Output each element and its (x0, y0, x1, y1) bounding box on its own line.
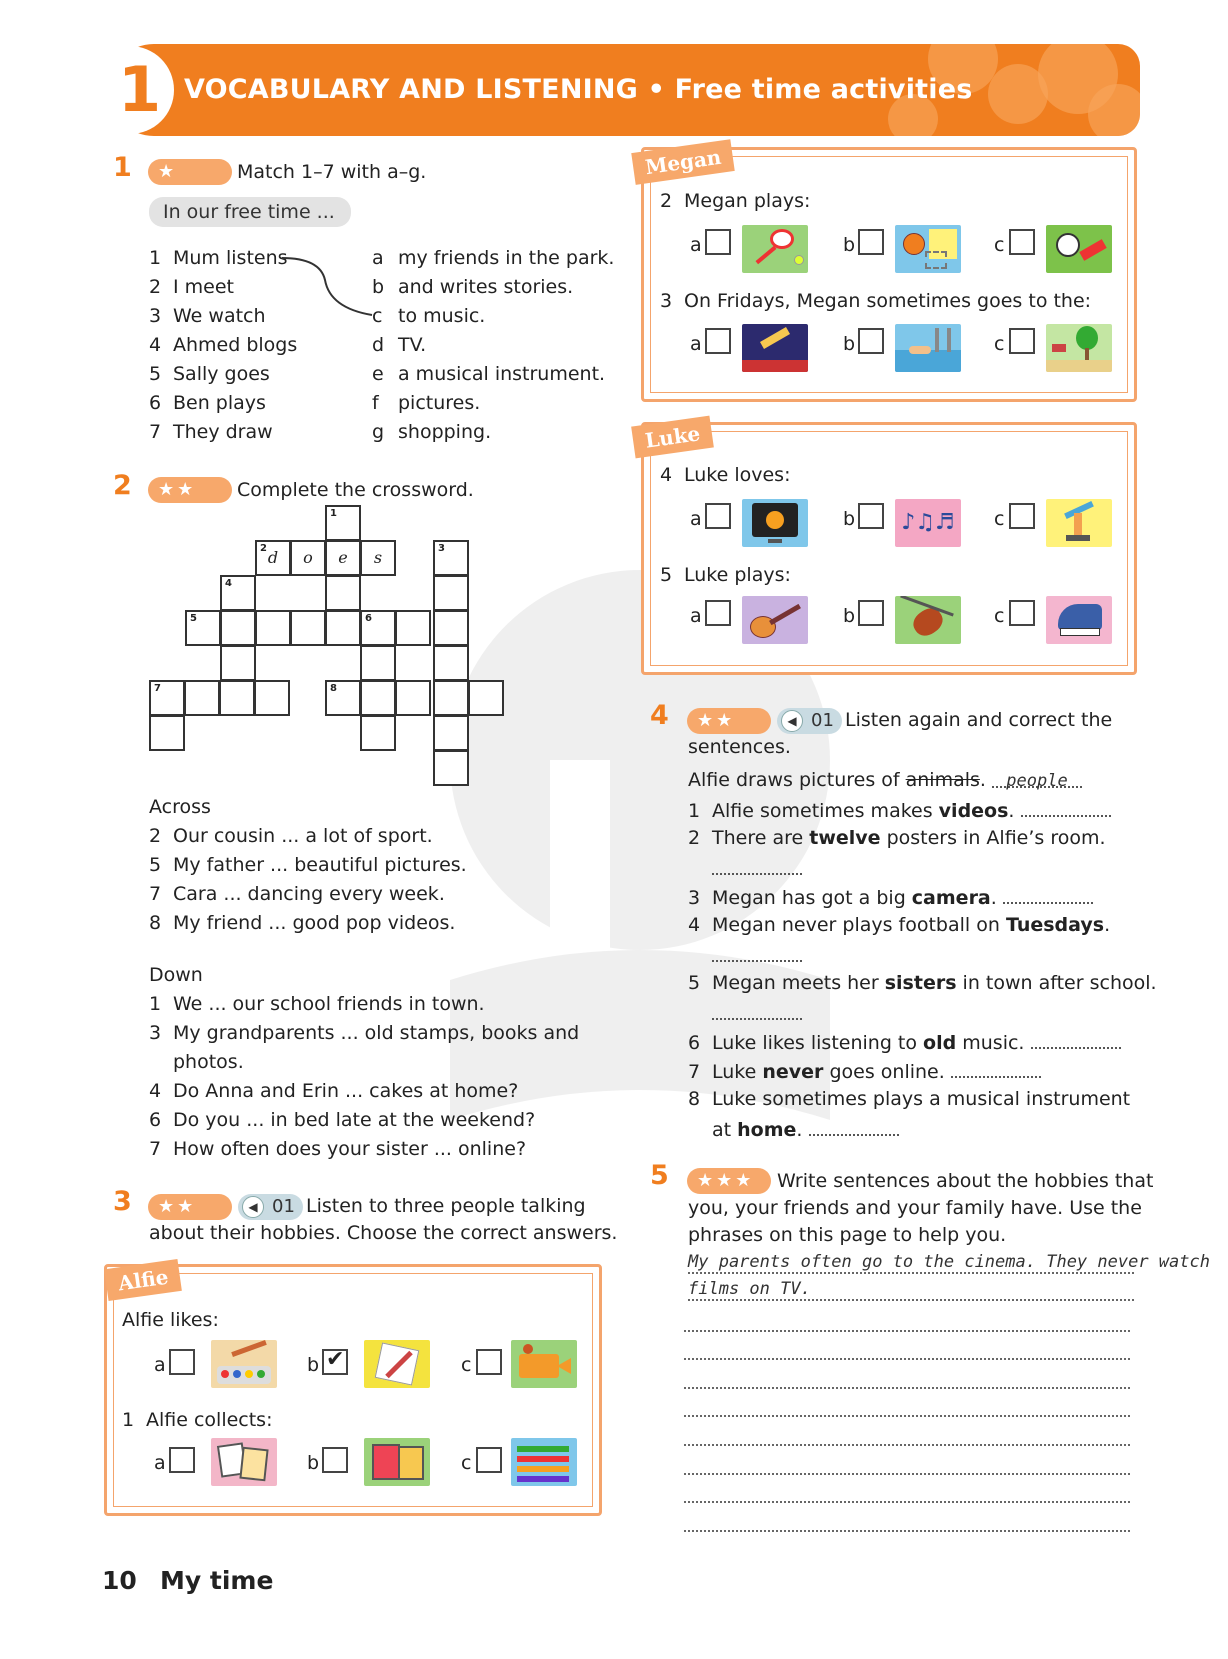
exercise-4-example: Alfie draws pictures of animals. people (688, 768, 1082, 792)
exercise-4-number: 4 (650, 700, 669, 731)
checkbox-luke-loves-a[interactable] (705, 503, 731, 529)
photos-icon (211, 1438, 277, 1486)
crossword-cell (395, 610, 431, 646)
megan-question-plays: 2 Megan plays: (660, 190, 811, 212)
answer-blank[interactable] (951, 1058, 1041, 1078)
basketball-icon (895, 225, 961, 273)
crossword-cell (360, 680, 396, 716)
alfie-question-likes: Alfie likes: (122, 1309, 219, 1331)
crossword-cell (255, 610, 291, 646)
writing-line[interactable] (684, 1444, 1130, 1446)
luke-name-tag: Luke (631, 416, 714, 459)
crossword-grid[interactable] (149, 505, 509, 791)
clues-down: Down 1 We ... our school friends in town. 3 My grandparents ... old stamps, books and photos. 4 Do Anna and Erin ... cakes at home? 6 Do you ... in bed late at the weekend? 7 How often does your sister ... online? (149, 964, 580, 1160)
exercise-4-instruction-cont: sentences. (688, 736, 791, 758)
writing-line[interactable] (684, 1330, 1130, 1332)
match-example-line (280, 250, 390, 320)
exercise-5-instruction-cont: phrases on this page to help you. (688, 1224, 1007, 1246)
option-letter: a (690, 333, 702, 355)
clues-across: Across 2 Our cousin ... a lot of sport. 5 My father ... beautiful pictures. 7 Cara ... dancing every week. 8 My friend ... good pop videos. (149, 796, 467, 934)
crossword-cell (360, 645, 396, 681)
crossword-cell (254, 680, 290, 716)
crossword-cell: 3 (433, 540, 469, 576)
option-letter: a (154, 1354, 166, 1376)
guitar-icon (742, 596, 808, 644)
difficulty-stars: ★ (148, 159, 232, 185)
crossword-cell (360, 715, 396, 751)
crossword-cell: 6 (360, 610, 396, 646)
writing-line[interactable] (684, 1530, 1130, 1532)
crossword-cell (433, 575, 469, 611)
option-letter: c (994, 508, 1005, 530)
difficulty-stars: ★★ (687, 708, 771, 734)
checkbox-alfie-likes-b[interactable] (322, 1349, 348, 1375)
option-letter: c (994, 234, 1005, 256)
luke-question-loves: 4 Luke loves: (660, 464, 791, 486)
pens-icon (511, 1438, 577, 1486)
checkbox-alfie-likes-a[interactable] (169, 1349, 195, 1375)
crossword-cell (220, 610, 256, 646)
exercise-5-number: 5 (650, 1160, 669, 1191)
footer-title: My time (160, 1566, 274, 1595)
option-letter: c (461, 1452, 472, 1474)
audio-track-button[interactable]: ◀ 01 (238, 1194, 303, 1220)
tennis-racket-icon (742, 225, 808, 273)
television-icon (742, 499, 808, 547)
answer-blank[interactable] (712, 855, 802, 875)
checkbox-luke-plays-b[interactable] (858, 600, 884, 626)
checkbox-megan-goes-a[interactable] (705, 328, 731, 354)
exercise-2-instruction: Complete the crossword. (237, 479, 474, 501)
unit-number: 1 (118, 53, 162, 126)
option-letter: a (690, 234, 702, 256)
checkbox-megan-goes-c[interactable] (1009, 328, 1035, 354)
alfie-name-tag: Alfie (104, 1259, 182, 1301)
writing-line[interactable] (684, 1387, 1130, 1389)
megan-question-goes: 3 On Fridays, Megan sometimes goes to the: (660, 290, 1092, 312)
exercise-5-example-line-2: films on TV. (688, 1279, 1134, 1301)
checkbox-alfie-collects-b[interactable] (322, 1447, 348, 1473)
football-icon (1046, 225, 1112, 273)
luke-question-plays: 5 Luke plays: (660, 564, 791, 586)
exercise-3-instruction-cont: about their hobbies. Choose the correct answers. (149, 1222, 618, 1244)
crossword-cell (433, 715, 469, 751)
crossword-cell: e (325, 540, 361, 576)
drawing-icon (364, 1340, 430, 1388)
checkbox-alfie-likes-c[interactable] (476, 1349, 502, 1375)
crossword-cell (290, 610, 326, 646)
checkbox-luke-plays-a[interactable] (705, 600, 731, 626)
music-notes-icon: ♪♫♬ (895, 499, 961, 547)
crossword-cell: 4 (220, 575, 256, 611)
violin-icon (895, 596, 961, 644)
difficulty-stars: ★★★ (687, 1168, 771, 1194)
option-letter: b (307, 1354, 320, 1376)
checkbox-luke-plays-c[interactable] (1009, 600, 1035, 626)
comics-icon (364, 1438, 430, 1486)
crossword-cell (325, 610, 361, 646)
video-camera-icon (511, 1340, 577, 1388)
crossword-cell (433, 750, 469, 786)
page-title: VOCABULARY AND LISTENING • Free time activities (184, 74, 973, 105)
answer-blank[interactable] (1031, 1029, 1121, 1049)
option-letter: b (843, 234, 856, 256)
difficulty-stars: ★★ (148, 477, 232, 503)
answer-blank[interactable] (809, 1116, 899, 1136)
answer-blank[interactable] (1021, 797, 1111, 817)
park-icon (1046, 324, 1112, 372)
crossword-cell: s (360, 540, 396, 576)
exercise-3-number: 3 (113, 1186, 132, 1217)
match-right-list: a my friends in the park. b and writes stories. c to music. d TV. e a musical instrument. f pictures. g shopping. (372, 247, 615, 443)
paint-palette-icon (211, 1340, 277, 1388)
exercise-5-example-line-1: My parents often go to the cinema. They never watch (688, 1252, 1210, 1272)
megan-name-tag: Megan (631, 139, 735, 185)
checkbox-alfie-collects-c[interactable] (476, 1447, 502, 1473)
crossword-cell (395, 680, 431, 716)
checkbox-megan-plays-a[interactable] (705, 229, 731, 255)
crossword-cell: 8 (325, 680, 361, 716)
crossword-cell: 2 d (255, 540, 291, 576)
piano-icon (1046, 596, 1112, 644)
crossword-cell: 1 (325, 505, 361, 541)
crossword-cell (468, 680, 504, 716)
writing-line[interactable] (684, 1415, 1130, 1417)
crossword-cell: 5 (185, 610, 221, 646)
checkbox-luke-loves-b[interactable] (858, 503, 884, 529)
exercise-4-instruction: Listen again and correct the (845, 709, 1113, 731)
exercise-5-instruction-cont: you, your friends and your family have. Use the (688, 1197, 1142, 1219)
crossword-cell (220, 645, 256, 681)
option-letter: a (690, 605, 702, 627)
crossword-cell (149, 715, 185, 751)
checkbox-megan-plays-c[interactable] (1009, 229, 1035, 255)
checkbox-megan-goes-b[interactable] (858, 328, 884, 354)
checkmark-icon: ✔ (326, 1347, 345, 1372)
checkbox-alfie-collects-a[interactable] (169, 1447, 195, 1473)
crossword-cell (219, 680, 255, 716)
option-letter: a (690, 508, 702, 530)
option-letter: b (843, 333, 856, 355)
crossword-cell (433, 645, 469, 681)
exercise-1-prompt: In our free time ... (149, 197, 351, 227)
swimming-pool-icon (895, 324, 961, 372)
checkbox-megan-plays-b[interactable] (858, 229, 884, 255)
exercise-1-number: 1 (113, 152, 132, 183)
breakdancing-icon (1046, 499, 1112, 547)
match-left-list: 1 Mum listens 2 I meet 3 We watch 4 Ahmed blogs 5 Sally goes 6 Ben plays 7 They draw (149, 247, 298, 443)
writing-line[interactable] (684, 1501, 1130, 1503)
answer-blank[interactable] (712, 1000, 802, 1020)
exercise-5-instruction: Write sentences about the hobbies that (777, 1170, 1154, 1192)
difficulty-stars: ★★ (148, 1194, 232, 1220)
speaker-icon: ◀ (242, 1196, 264, 1218)
exercise-3-instruction: Listen to three people talking (306, 1195, 586, 1217)
writing-line[interactable] (684, 1473, 1130, 1475)
option-letter: a (154, 1452, 166, 1474)
crossword-cell (184, 680, 220, 716)
exercise-1-instruction: Match 1–7 with a–g. (237, 161, 427, 183)
option-letter: b (307, 1452, 320, 1474)
cinema-icon (742, 324, 808, 372)
page-number: 10 (102, 1566, 137, 1595)
crossword-cell (433, 610, 469, 646)
audio-track-button[interactable]: ◀ 01 (777, 708, 842, 734)
option-letter: c (461, 1354, 472, 1376)
option-letter: c (994, 333, 1005, 355)
answer-blank[interactable] (712, 942, 802, 962)
crossword-cell (325, 575, 361, 611)
option-letter: c (994, 605, 1005, 627)
exercise-2-number: 2 (113, 470, 132, 501)
crossword-cell: o (290, 540, 326, 576)
speaker-icon: ◀ (781, 710, 803, 732)
alfie-question-collects: 1 Alfie collects: (122, 1409, 273, 1431)
crossword-cell (433, 680, 469, 716)
checkbox-luke-loves-c[interactable] (1009, 503, 1035, 529)
option-letter: b (843, 605, 856, 627)
crossword-cell: 7 (149, 680, 185, 716)
answer-blank[interactable] (1003, 884, 1093, 904)
writing-line[interactable] (684, 1358, 1130, 1360)
option-letter: b (843, 508, 856, 530)
